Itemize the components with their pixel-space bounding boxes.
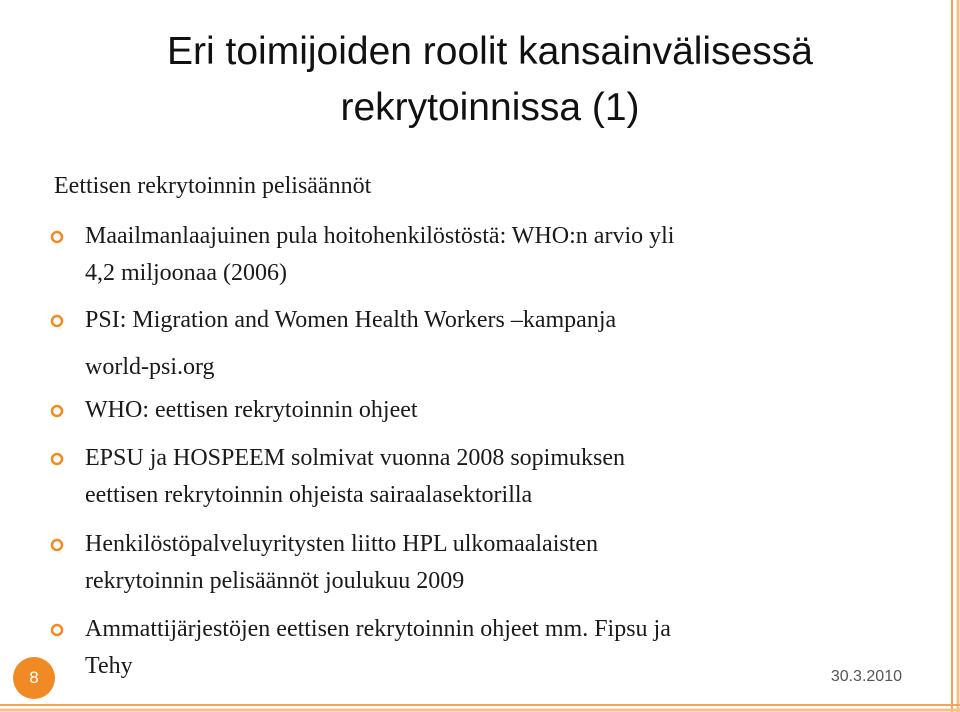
orange-ring-bullet-icon — [50, 452, 64, 466]
section-heading: Eettisen rekrytoinnin pelisäännöt — [54, 173, 372, 199]
orange-ring-bullet-icon — [50, 538, 64, 552]
slide-title-line-1: Eri toimijoiden roolit kansainvälisessä — [167, 30, 813, 73]
orange-ring-bullet-icon — [50, 230, 64, 244]
page-number-badge — [13, 657, 55, 699]
orange-ring-bullet-icon — [50, 314, 64, 328]
bullet-item — [50, 611, 900, 684]
bullet-text-line: rekrytoinnin pelisäännöt joulukuu 2009 — [85, 567, 465, 594]
page-number: 8 — [29, 668, 39, 687]
orange-ring-bullet-icon — [50, 404, 64, 418]
bullet-item — [50, 392, 900, 429]
bullet-text-line: eettisen rekrytoinnin ohjeista sairaalasektorilla — [85, 481, 533, 508]
bullet-item — [50, 302, 900, 339]
bullet-text-line: Maailmanlaajuinen pula hoitohenkilöstöstä: WHO:n arvio yli — [85, 223, 675, 249]
slide-frame-right-border — [930, 0, 960, 712]
slide-frame-bottom-border — [0, 690, 960, 712]
slide-date: 30.3.2010 — [830, 668, 902, 685]
slide-title-line-2: rekrytoinnissa (1) — [340, 86, 640, 129]
orange-ring-bullet-icon — [50, 623, 64, 637]
bullet-item — [50, 440, 900, 513]
slide-title — [60, 24, 920, 136]
psi-website-text: world-psi.org — [85, 354, 215, 380]
bullet-text-line: Ammattijärjestöjen eettisen rekrytoinnin ohjeet mm. Fipsu ja — [85, 616, 671, 642]
bullet-text-line: PSI: Migration and Women Health Workers –kampanja — [85, 307, 617, 333]
bullet-item — [50, 526, 900, 599]
bullet-text-line: Henkilöstöpalveluyritysten liitto HPL ulkomaalaisten — [85, 531, 599, 557]
bullet-text-line: Tehy — [85, 652, 133, 679]
bullet-text-line: 4,2 miljoonaa (2006) — [85, 259, 287, 286]
bullet-text-line: WHO: eettisen rekrytoinnin ohjeet — [85, 397, 418, 423]
bullet-item — [50, 218, 900, 291]
bullet-text-line: EPSU ja HOSPEEM solmivat vuonna 2008 sopimuksen — [85, 445, 626, 471]
